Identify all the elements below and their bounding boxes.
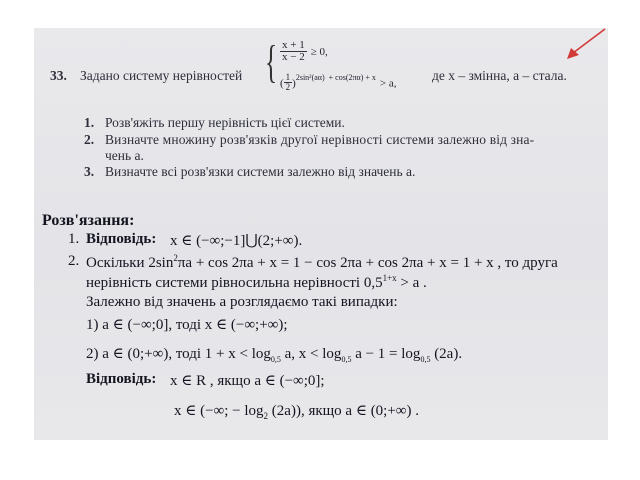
- case-1: 1) a ∈ (−∞;0], тоді x ∈ (−∞;+∞);: [86, 317, 288, 333]
- task-3-number: 3.: [84, 164, 95, 179]
- task-2-text: Визначте множину розв'язків другої нерівності системи залежно від зна-: [105, 132, 535, 147]
- inequality-2-rest: + cos(2πα) + x: [328, 73, 376, 82]
- inequality-2-base-den: 2: [285, 82, 291, 93]
- task-2-number: 2.: [84, 132, 95, 147]
- problem-number: 33.: [50, 68, 67, 83]
- task-2-text-cont: чень a.: [105, 148, 144, 163]
- answer-line-1: x ∈ R , якщо a ∈ (−∞;0];: [170, 373, 325, 389]
- inequality-1: [280, 40, 328, 63]
- task-1-text: Розв'яжіть першу нерівність цієї системи.: [105, 115, 345, 130]
- solution-item-1-label: Відповідь:: [86, 231, 157, 247]
- inequality-1-denominator: x − 2: [282, 51, 305, 63]
- inequality-2-base-num: 1: [285, 72, 291, 83]
- task-3-text: Визначте всі розв'язки системи залежно від значень a.: [105, 164, 416, 179]
- solution-item-2-line-2: нерівність системи рівносильна нерівності $0,5^{1+x} > a$ .: [86, 273, 427, 291]
- inequality-2-base: [284, 73, 293, 92]
- inequality-1-fraction: [280, 40, 307, 63]
- case-2: 2) a ∈ (0;+∞), тоді $1 + x < \log_{0,5} a$, $x < \log_{0,5} a - 1 = \log_{0,5} (2a)$.: [86, 346, 463, 364]
- solution-heading: Розв'язання:: [42, 212, 135, 229]
- solution-item-2-line-1: Оскільки $2\sin^2\pi a + \cos 2\pi a + x = 1 - \cos 2\pi a + \cos 2\pi a + x = 1 + x$ , то друга: [86, 253, 558, 271]
- solution-item-2-number: 2.: [68, 253, 80, 269]
- inequality-2-relation: > a,: [379, 77, 397, 90]
- cases-intro: Залежно від значень a розглядаємо такі випадки:: [86, 294, 398, 310]
- answer-line-2: x ∈ (−∞; − $\log_2 (2a)$), якщо a ∈ (0;+∞) .: [174, 403, 419, 421]
- inequality-2: ( $\frac{1}{2}$ )$^{2sin^2(a\alpha)}$ $^{+ cos(2\pi\alpha) + x}$ > a,: [280, 72, 397, 93]
- solution-item-1-answer: x ∈ (−∞;−1]⋃(2;+∞).: [170, 233, 303, 249]
- document-page: [34, 28, 608, 440]
- answer-label: Відповідь:: [86, 371, 157, 387]
- inequality-1-relation: ≥ 0,: [310, 46, 328, 59]
- problem-where: де x – змінна, a – стала.: [432, 68, 567, 83]
- inequality-1-numerator: x + 1: [282, 39, 305, 51]
- task-1-number: 1.: [84, 115, 95, 130]
- solution-item-1-number: 1.: [68, 231, 80, 247]
- problem-intro: Задано систему нерівностей: [80, 68, 243, 83]
- system-brace: {: [265, 36, 278, 87]
- red-arrow-annotation: [559, 28, 608, 68]
- inequality-2-exponent: 2sin²(aα): [295, 73, 325, 82]
